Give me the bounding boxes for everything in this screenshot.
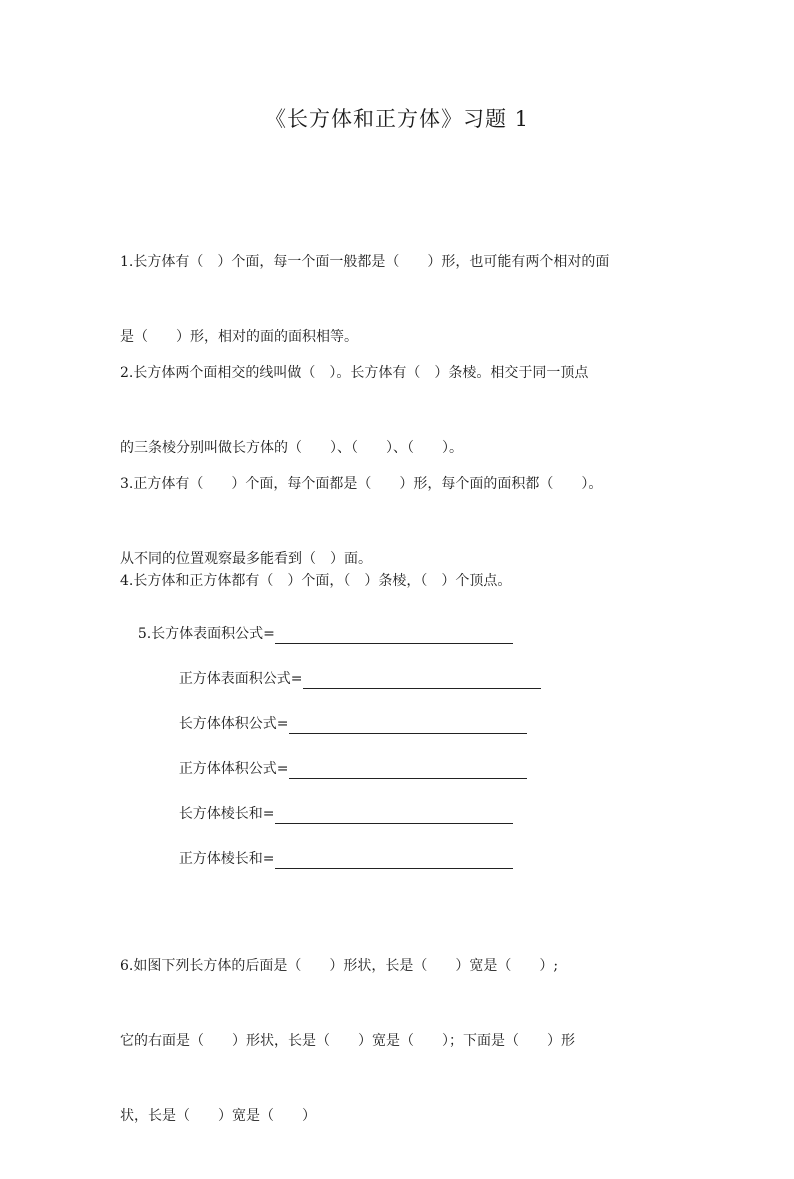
question-2-line-1: 2.长方体两个面相交的线叫做（ ）。长方体有（ ）条棱。相交于同一顶点 xyxy=(120,365,589,381)
question-6-line-1: 6.如图下列长方体的后面是（ ）形状，长是（ ）宽是（ ）; xyxy=(120,958,559,974)
page-title: 《长方体和正方体》习题 1 xyxy=(264,107,530,131)
question-3-line-2: 从不同的位置观察最多能看到（ ）面。 xyxy=(120,551,372,567)
question-1-line-2: 是（ ）形，相对的面的面积相等。 xyxy=(120,329,358,345)
question-4-line-1: 4.长方体和正方体都有（ ）个面，（ ）条棱，（ ）个顶点。 xyxy=(120,573,512,589)
question-6-line-3: 状，长是（ ）宽是（ ） xyxy=(120,1108,316,1124)
answer-blank[interactable] xyxy=(275,627,513,644)
question-2-line-2: 的三条棱分别叫做长方体的（ ）、（ ）、（ ）。 xyxy=(120,440,463,456)
question-3-line-1: 3.正方体有（ ）个面，每个面都是（ ）形，每个面的面积都（ ）。 xyxy=(120,476,603,492)
formula-label: 正方体体积公式= xyxy=(178,761,289,777)
formula-label: 长方体棱长和= xyxy=(178,806,275,822)
formula-label: 长方体体积公式= xyxy=(178,716,289,732)
answer-blank[interactable] xyxy=(289,762,527,779)
formula-label: 正方体表面积公式= xyxy=(178,671,303,687)
answer-blank[interactable] xyxy=(289,717,527,734)
question-1-line-1: 1.长方体有（ ）个面，每一个面一般都是（ ）形，也可能有两个相对的面 xyxy=(120,254,610,270)
formula-cube-edge-sum xyxy=(161,829,513,889)
question-6 xyxy=(120,904,700,1179)
formula-label: 5.长方体表面积公式= xyxy=(137,626,275,642)
answer-blank[interactable] xyxy=(275,852,513,869)
answer-blank[interactable] xyxy=(303,672,541,689)
answer-blank[interactable] xyxy=(275,807,513,824)
formula-label: 正方体棱长和= xyxy=(178,851,275,867)
question-6-line-2: 它的右面是（ ）形状，长是（ ）宽是（ ）；下面是（ ）形 xyxy=(120,1033,575,1049)
